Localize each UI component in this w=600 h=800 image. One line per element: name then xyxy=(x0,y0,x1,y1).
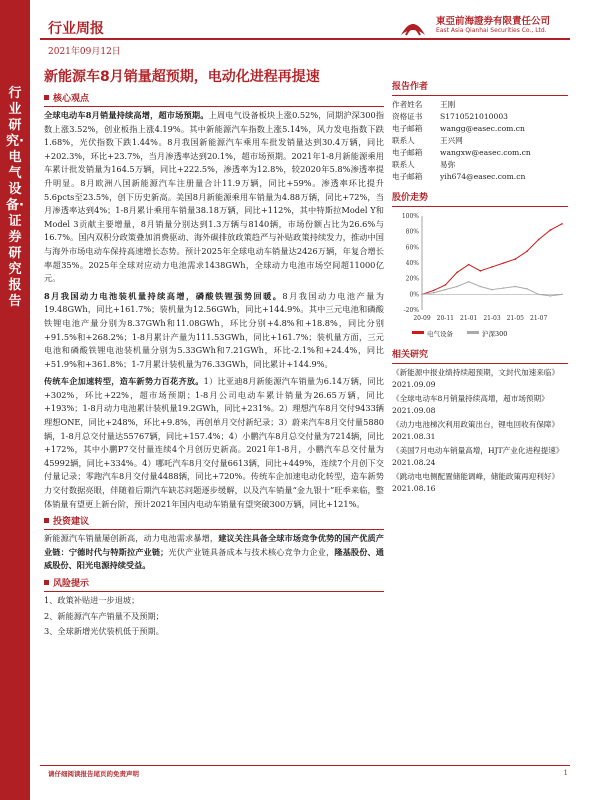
data-point xyxy=(561,294,563,296)
data-point xyxy=(515,258,517,260)
analyst-row: 电子邮箱 yih674@easec.com.cn xyxy=(392,172,526,181)
data-point xyxy=(456,272,458,274)
data-point xyxy=(526,250,528,252)
footer-disclaimer: 请仔细阅读报告尾页的免责声明 xyxy=(48,770,139,778)
related-list xyxy=(392,367,568,495)
risk-item: 2、新能源汽车产销量不及预期； xyxy=(44,610,164,621)
related-report-date: 2021.08.24 xyxy=(392,458,436,467)
analyst-list xyxy=(392,99,568,183)
company-name-cn: 東亞前海證券有限責任公司 xyxy=(436,16,551,27)
data-point xyxy=(515,286,517,288)
y-tick-label: 80% xyxy=(405,228,419,236)
data-point xyxy=(445,289,447,291)
investment-paragraph: 新能源汽车销量屡创新高，动力电池需求暴增，建议关注具备全球市场竞争优势的国产优质产业链：宁德时代与特斯拉产业链；光伏产业链具备成本与技术核心竞争力企业，隆基股份、通威股份、阳光电源持续受益。 xyxy=(44,533,384,571)
related-report-title[interactable]: 《美国7月电动车销量高增，HJT产业化进程提速》 xyxy=(392,446,564,455)
risk-item: 1、政策补贴进一步退坡； xyxy=(44,595,140,605)
analyst-row: 作者姓名 王刚 xyxy=(392,100,456,109)
y-tick-label: -20% xyxy=(403,307,419,314)
company-logo xyxy=(398,11,428,39)
related-report-title[interactable]: 《新能源中报业绩持续超预期，文封代加速来临》 xyxy=(392,368,560,377)
section-marker-icon xyxy=(44,95,49,100)
related-report-date: 2021.08.16 xyxy=(392,484,436,493)
x-tick-label: 20-11 xyxy=(436,315,454,322)
related-report-title[interactable]: 《跳动电电侧配置储能调峰，储能政策再迎利好》 xyxy=(392,472,560,481)
y-tick-label: 0% xyxy=(409,291,419,299)
series-line-1 xyxy=(422,224,562,295)
data-point xyxy=(491,266,493,268)
core-views-heading: 核心观点 xyxy=(44,92,384,107)
footer-divider xyxy=(40,765,570,766)
main-column xyxy=(44,92,384,641)
side-column xyxy=(392,80,568,497)
data-point xyxy=(538,239,540,241)
stock-trend-heading: 股价走势 xyxy=(392,191,568,207)
analyst-row: 电子邮箱 wangxw@easec.com.cn xyxy=(392,148,531,157)
data-point xyxy=(433,292,435,294)
data-point xyxy=(491,289,493,291)
legend-swatch-b xyxy=(467,331,479,334)
analyst-row: 电子邮箱 wangg@easec.com.cn xyxy=(392,124,525,133)
data-point xyxy=(526,288,528,290)
data-point xyxy=(468,281,470,283)
chart-legend xyxy=(412,328,568,340)
related-report-date: 2021.08.31 xyxy=(392,432,436,441)
data-point xyxy=(538,294,540,296)
related-report-date: 2021.09.08 xyxy=(392,406,436,415)
sidebar-label: 行业研究·电气设备·证券研究报告 xyxy=(6,86,24,309)
x-tick-label: 21-05 xyxy=(506,315,524,322)
analyst-row: 资格证书 S1710521010003 xyxy=(392,112,509,121)
x-tick-label: 21-01 xyxy=(460,315,478,322)
section-marker-icon xyxy=(44,580,49,585)
data-point xyxy=(456,286,458,288)
related-report-title[interactable]: 《动力电池梯次利用政策出台，锂电回收有保障》 xyxy=(392,420,560,429)
related-heading: 相关研究 xyxy=(392,348,568,364)
core-paragraph-3: 传统车企加速转型，造车新势力百花齐放。1）比亚迪8月新能源汽车销量为6.14万辆，同比+302%，环比+22%，超市场预期；1-8月公司电动车累计销量为26.65万辆，同比+193%；1-8月动力电池累计装机量19.2GWh，同比+231%。2）理想汽车8月交付9433辆理想ONE，同比+248%，环比+9.8%，再创单月交付新纪录；3）蔚来汽车8月交付量5880辆，1-8月总交付量达55767辆，同比+157.4%；4）小鹏汽车8月总交付量为7214辆，同比+172%，其中小鹏P7交付量连续4个月创历史新高。2021年1-8月，小鹏汽车总交付量为45992辆，同比+334%。4）哪吒汽车8月交付量6613辆，同比+449%，连续7个月创下交付量记录；零跑汽车8月交付量4488辆，同比+720%。传统车企加速电动化转型，造车新势力交付数据亮眼，伴随着后期汽车缺芯问题逐步缓解，以及汽车销量“金九银十”旺季来临，整体销量有望更上新台阶，预计2021年国内电动车销量有望突破300万辆，同比+121%。 xyxy=(44,376,384,509)
legend-item-b: 沪深300 xyxy=(467,328,507,340)
analyst-heading: 报告作者 xyxy=(392,80,568,96)
data-point xyxy=(468,264,470,266)
company-name-en: East Asia Qianhai Securities Co., Ltd. xyxy=(436,27,547,34)
x-tick-label: 21-03 xyxy=(483,315,501,322)
y-tick-label: 40% xyxy=(405,260,419,267)
sidebar xyxy=(0,0,30,800)
risk-item: 3、全球新增光伏装机低于预期。 xyxy=(44,626,164,637)
related-report-title[interactable]: 《全球电动车8月销量持续高增，超市场预期》 xyxy=(392,394,549,403)
legend-item-a: 电气设备 xyxy=(412,328,453,340)
page-number: 1 xyxy=(563,769,568,777)
y-tick-label: 20% xyxy=(405,275,419,283)
legend-swatch-a xyxy=(412,331,424,334)
core-paragraph-1: 全球电动车8月销量持续高增，超市场预期。上周电气设备板块上涨0.52%，同期沪深300指数上涨3.52%，创业板指上涨4.19%。其中新能源汽车指数上涨5.14%，风力发电指数下跌1.68%，光伏指数下跌1.44%。8月我国新能源汽车乘用车批发销量达到30.4万辆，同比+202.3%，环比+23.7%，当月渗透率达到20.1%，超市场预期。2021年1-8月新能源乘用车累计批发销量为164.5万辆，同比+222.5%，渗透率为12.8%，较2020年5.8%渗透率提升明显。8月欧洲八国新能源汽车注册量合计11.9万辆，同比+59%。渗透率环比提升5.6pcts至23.5%，创下历史新高。美国8月新能源乘用车销量为4.88万辆，同比+72%，当月渗透率达到4%；1-8月累计乘用车销量38.18万辆，同比+112%，其中特斯拉Model Y和Model 3贡献主要增量，8月销量分别达到1.3万辆与8140辆，市场份额占比为26.6%与16.7%。国内双积分政策叠加消费驱动、海外碳排放政策趋严与补贴政策持续发力，推动中国与海外市场电动车保持高速增长态势。预计2025年全球电动车销量达2426万辆，年复合增长率超35%。2025年全球对应动力电池需求1438GWh，全球动力电池市场空间超11000亿元。 xyxy=(44,110,385,284)
report-type: 行业周报 xyxy=(48,21,104,37)
stock-chart-svg xyxy=(392,210,568,328)
risk-heading: 风险提示 xyxy=(44,577,384,592)
data-point xyxy=(480,286,482,288)
page-title: 新能源车8月销量超预期，电动化进程再提速 xyxy=(44,69,320,85)
data-point xyxy=(550,295,552,297)
data-point xyxy=(480,270,482,272)
data-point xyxy=(503,262,505,264)
report-date: 2021年09月12日 xyxy=(48,47,121,57)
data-point xyxy=(503,287,505,289)
related-report-date: 2021.09.09 xyxy=(392,380,436,389)
data-point xyxy=(433,290,435,292)
y-tick-label: 100% xyxy=(401,213,419,220)
data-point xyxy=(421,294,423,296)
data-point xyxy=(445,284,447,286)
data-point xyxy=(550,229,552,231)
stock-chart xyxy=(392,210,568,328)
core-paragraph-2: 8月我国动力电池装机量持续高增，磷酸铁锂强势回暖。8月我国动力电池产量为19.48GWh，同比+161.7%；装机量为12.56GWh，同比+144.9%。其中三元电池和磷酸铁锂电池产量分别为8.37GWh和11.08GWh，环比分别+4.8%和+18.8%，同比分别+91.5%和+268.2%；1-8月累计产量为111.53GWh，同比+161.7%；装机量方面，三元电池和磷酸铁锂电池装机量分别为5.33GWh和7.21GWh，环比-2.1%和+24.4%，同比+51.9%和+361.8%；1-7月累计装机量为76.33GWh，同比累计+144.9%。 xyxy=(44,290,384,369)
analyst-row: 联系人 易弥 xyxy=(392,160,456,169)
y-tick-label: 60% xyxy=(405,244,419,252)
investment-heading: 投资建议 xyxy=(44,515,384,530)
header-divider xyxy=(40,38,570,40)
analyst-row: 联系人 王兴网 xyxy=(392,136,463,145)
x-tick-label: 21-07 xyxy=(530,315,548,322)
section-marker-icon xyxy=(44,518,49,523)
x-tick-label: 20-09 xyxy=(413,315,431,322)
data-point xyxy=(561,223,563,225)
